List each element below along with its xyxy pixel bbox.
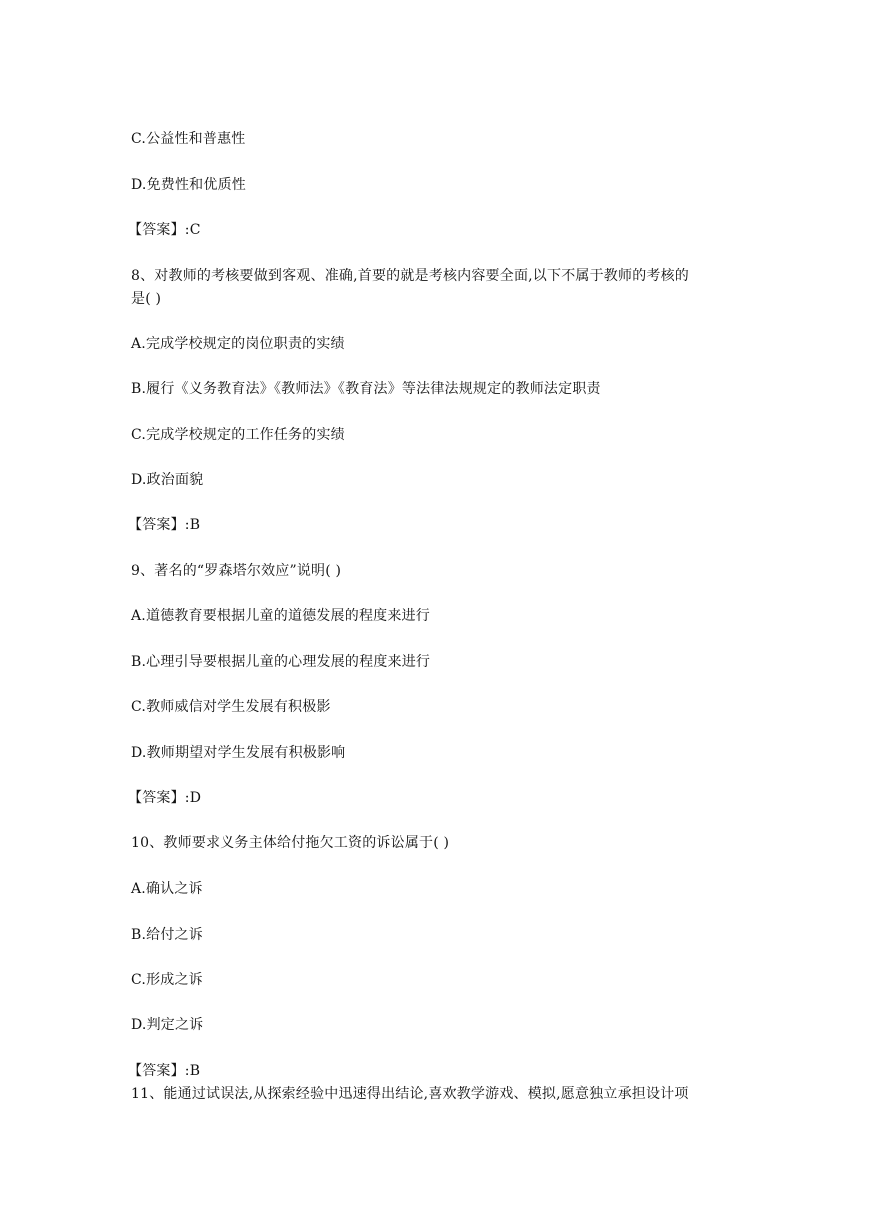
q10-answer: 【答案】:B <box>128 1063 201 1079</box>
q9-option-c: C.教师威信对学生发展有积极影 <box>131 699 331 715</box>
q10-stem: 10、教师要求义务主体给付拖欠工资的诉讼属于( ) <box>131 835 450 851</box>
q10-option-d: D.判定之诉 <box>131 1017 204 1033</box>
q8-answer: 【答案】:B <box>128 517 201 533</box>
q8-stem-line1: 8、对教师的考核要做到客观、准确,首要的就是考核内容要全面,以下不属于教师的考核的 <box>131 268 690 284</box>
q8-option-b: B.履行《义务教育法》《教师法》《教育法》等法律法规规定的教师法定职责 <box>131 381 601 397</box>
q9-answer: 【答案】:D <box>128 790 202 806</box>
q7-option-d: D.免费性和优质性 <box>131 177 246 193</box>
q10-option-c: C.形成之诉 <box>131 972 203 988</box>
q8-option-c: C.完成学校规定的工作任务的实绩 <box>131 427 345 443</box>
q7-answer: 【答案】:C <box>128 222 201 238</box>
q8-option-d: D.政治面貌 <box>131 472 204 488</box>
q10-option-b: B.给付之诉 <box>131 927 203 943</box>
q7-option-c: C.公益性和普惠性 <box>131 131 246 147</box>
q9-option-d: D.教师期望对学生发展有积极影响 <box>131 745 346 761</box>
q9-option-a: A.道德教育要根据儿童的道德发展的程度来进行 <box>131 608 430 624</box>
q8-stem-line2: 是( ) <box>131 291 162 307</box>
q9-stem: 9、著名的“罗森塔尔效应”说明( ) <box>131 563 342 579</box>
q8-option-a: A.完成学校规定的岗位职责的实绩 <box>131 336 345 352</box>
q10-option-a: A.确认之诉 <box>131 881 203 897</box>
q9-option-b: B.心理引导要根据儿童的心理发展的程度来进行 <box>131 654 431 670</box>
q11-stem-line1: 11、能通过试误法,从探索经验中迅速得出结论,喜欢教学游戏、模拟,愿意独立承担设计项 <box>131 1086 689 1102</box>
